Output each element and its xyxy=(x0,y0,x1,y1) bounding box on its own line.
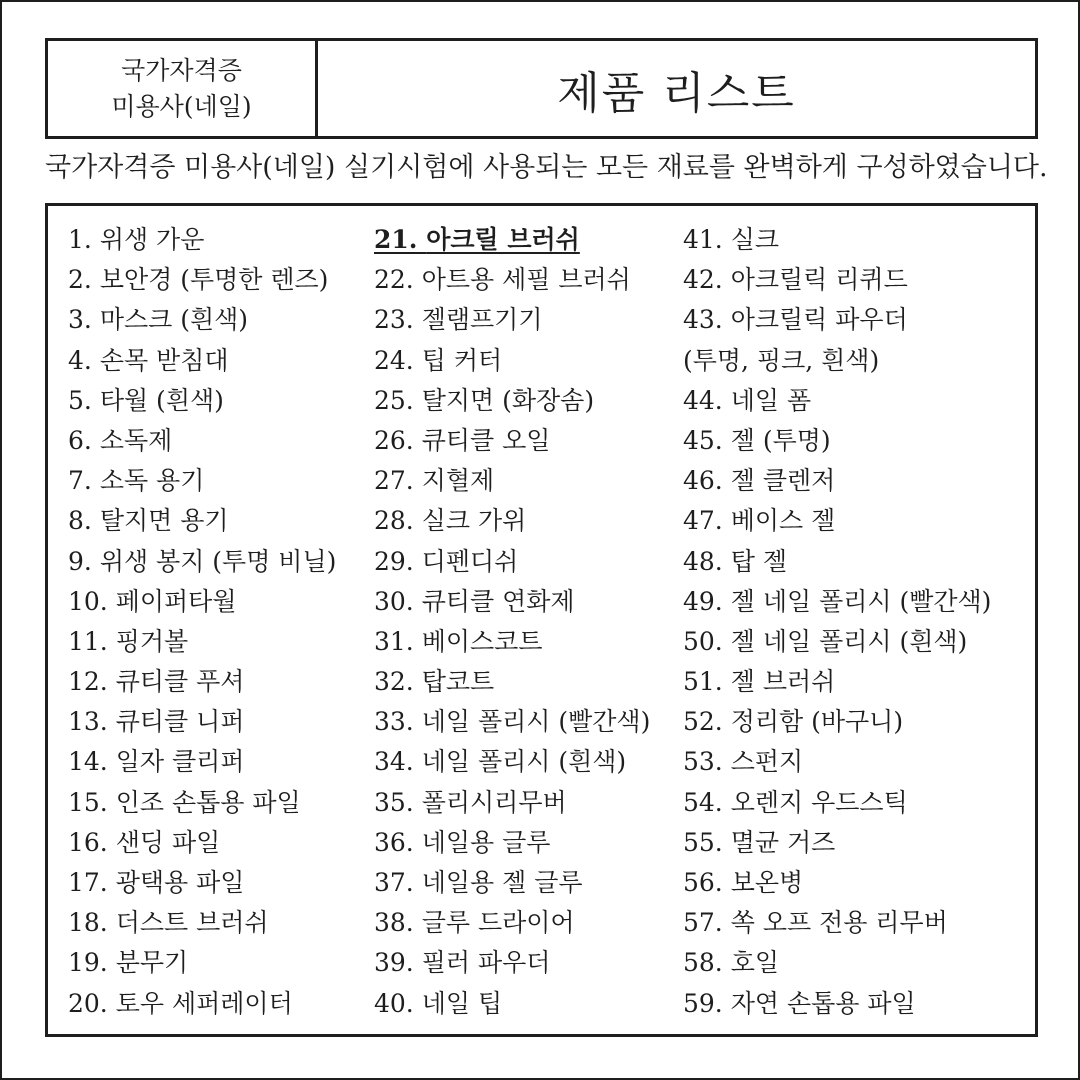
item-number: 22. xyxy=(374,265,414,295)
list-item xyxy=(374,381,650,421)
item-number: 42. xyxy=(683,265,723,295)
item-number: 52. xyxy=(683,707,723,737)
item-label: 큐티클 연화제 xyxy=(421,586,575,616)
header-box xyxy=(45,38,1038,139)
item-label: 호일 xyxy=(730,948,780,978)
list-item xyxy=(68,341,336,381)
item-number: 44. xyxy=(683,385,723,415)
item-number: 26. xyxy=(374,425,414,455)
item-number: 28. xyxy=(374,506,414,536)
item-number: 4. xyxy=(68,345,92,375)
list-item xyxy=(683,421,991,461)
item-label: 젤 브러쉬 xyxy=(730,667,836,697)
item-number: 34. xyxy=(374,747,414,777)
item-number: 19. xyxy=(68,948,108,978)
item-label: 팁 커터 xyxy=(421,345,503,375)
list-item xyxy=(68,984,336,1024)
item-label: 탑코트 xyxy=(421,667,495,697)
list-item xyxy=(374,542,650,582)
list-item xyxy=(683,903,991,943)
item-number: 25. xyxy=(374,385,414,415)
list-item xyxy=(374,501,650,541)
item-label: 자연 손톱용 파일 xyxy=(730,988,916,1018)
list-item xyxy=(683,381,991,421)
item-label: 큐티클 오일 xyxy=(421,425,551,455)
item-number: 40. xyxy=(374,988,414,1018)
item-number: 17. xyxy=(68,868,108,897)
item-number: 33. xyxy=(374,707,414,737)
list-item xyxy=(374,702,650,742)
item-number: 47. xyxy=(683,506,723,536)
list-item xyxy=(683,662,991,702)
item-number: 45. xyxy=(683,425,723,455)
item-number: 39. xyxy=(374,948,414,978)
item-number: 49. xyxy=(683,586,723,616)
item-label: 인조 손톱용 파일 xyxy=(115,787,301,817)
list-item xyxy=(683,984,991,1024)
list-item xyxy=(68,823,336,863)
list-item xyxy=(374,260,650,300)
item-number: 50. xyxy=(683,626,723,656)
item-label: 타월 (흰색) xyxy=(99,385,224,415)
product-list-box xyxy=(45,203,1038,1037)
list-item xyxy=(68,622,336,662)
list-item xyxy=(68,501,336,541)
list-item xyxy=(683,300,991,340)
item-number: 1. xyxy=(68,225,92,254)
product-column-2 xyxy=(374,220,650,1024)
list-item xyxy=(68,260,336,300)
list-item xyxy=(374,421,650,461)
list-item xyxy=(683,783,991,823)
list-item xyxy=(374,461,650,501)
item-label: 아크릴 브러쉬 xyxy=(426,225,580,254)
item-number: 38. xyxy=(374,908,414,938)
item-label: 샌딩 파일 xyxy=(115,827,221,857)
item-label: 오렌지 우드스틱 xyxy=(730,787,908,817)
list-item xyxy=(683,501,991,541)
item-number: 13. xyxy=(68,707,108,737)
list-item xyxy=(683,823,991,863)
item-number: 24. xyxy=(374,345,414,375)
item-number: 48. xyxy=(683,546,723,576)
list-item xyxy=(374,903,650,943)
item-number: 31. xyxy=(374,626,414,656)
item-label: 젤 클렌저 xyxy=(730,466,836,496)
item-label: 정리함 (바구니) xyxy=(730,707,904,737)
item-label: 글루 드라이어 xyxy=(421,908,575,938)
item-number: 55. xyxy=(683,827,723,857)
list-item xyxy=(374,341,650,381)
item-label: 큐티클 니퍼 xyxy=(115,707,245,737)
item-number: 14. xyxy=(68,747,108,777)
item-label: 젤 네일 폴리시 (흰색) xyxy=(730,626,968,656)
item-number: 23. xyxy=(374,305,414,335)
item-label: 젤 네일 폴리시 (빨간색) xyxy=(730,586,992,616)
list-item xyxy=(374,742,650,782)
list-item xyxy=(68,582,336,622)
cert-line-1: 국가자격증 xyxy=(121,55,242,85)
item-label: 네일 팁 xyxy=(421,988,503,1018)
item-label: 위생 봉지 (투명 비닐) xyxy=(99,546,337,576)
item-label: 아크릴릭 파우더 xyxy=(730,305,908,335)
item-number: 30. xyxy=(374,586,414,616)
item-number: 7. xyxy=(68,466,92,496)
item-number: 46. xyxy=(683,466,723,496)
list-item xyxy=(68,220,336,260)
item-number: 10. xyxy=(68,586,108,616)
item-label: 멸균 거즈 xyxy=(730,827,836,857)
item-label: 핑거볼 xyxy=(115,626,189,656)
list-item xyxy=(374,943,650,983)
item-number: 16. xyxy=(68,827,108,857)
list-item xyxy=(683,742,991,782)
item-label: 보온병 xyxy=(730,868,804,897)
item-label: 네일용 글루 xyxy=(421,827,551,857)
item-number: 54. xyxy=(683,787,723,817)
page-title: 제품 리스트 xyxy=(557,67,796,119)
item-number: 8. xyxy=(68,506,92,536)
item-label: 베이스코트 xyxy=(421,626,543,656)
list-item xyxy=(374,622,650,662)
list-item xyxy=(374,783,650,823)
item-label: (투명, 핑크, 흰색) xyxy=(683,345,880,375)
list-item xyxy=(374,984,650,1024)
list-item xyxy=(68,943,336,983)
list-item xyxy=(683,863,991,903)
item-label: 디펜디쉬 xyxy=(421,546,519,576)
item-number: 53. xyxy=(683,747,723,777)
list-item xyxy=(68,421,336,461)
item-label: 네일용 젤 글루 xyxy=(421,868,583,897)
list-item xyxy=(68,903,336,943)
item-label: 소독 용기 xyxy=(99,466,205,496)
list-item xyxy=(68,702,336,742)
list-item xyxy=(374,582,650,622)
item-label: 토우 세퍼레이터 xyxy=(115,988,293,1018)
list-item xyxy=(374,863,650,903)
item-label: 아트용 세필 브러쉬 xyxy=(421,265,631,295)
item-label: 폴리시리무버 xyxy=(421,787,567,817)
item-number: 37. xyxy=(374,868,414,897)
item-number: 59. xyxy=(683,988,723,1018)
item-label: 실크 가위 xyxy=(421,506,527,536)
item-label: 지혈제 xyxy=(421,466,495,496)
list-item xyxy=(683,542,991,582)
list-item xyxy=(68,783,336,823)
item-number: 12. xyxy=(68,667,108,697)
list-item xyxy=(683,943,991,983)
item-number: 11. xyxy=(68,626,108,656)
item-number: 35. xyxy=(374,787,414,817)
item-label: 실크 xyxy=(730,225,780,254)
list-item xyxy=(683,461,991,501)
item-label: 젤램프기기 xyxy=(421,305,543,335)
item-number: 15. xyxy=(68,787,108,817)
item-label: 손목 받침대 xyxy=(99,345,229,375)
list-item xyxy=(683,702,991,742)
item-number: 56. xyxy=(683,868,723,897)
item-number: 5. xyxy=(68,385,92,415)
list-item xyxy=(683,260,991,300)
item-number: 36. xyxy=(374,827,414,857)
list-item xyxy=(374,823,650,863)
item-label: 일자 클리퍼 xyxy=(115,747,245,777)
item-number: 57. xyxy=(683,908,723,938)
list-item xyxy=(683,220,991,260)
list-item xyxy=(68,300,336,340)
item-label: 탈지면 용기 xyxy=(99,506,229,536)
item-number: 2. xyxy=(68,265,92,295)
item-number: 41. xyxy=(683,225,723,254)
item-label: 위생 가운 xyxy=(99,225,205,254)
item-label: 분무기 xyxy=(115,948,189,978)
certification-label xyxy=(48,41,318,136)
item-label: 광택용 파일 xyxy=(115,868,245,897)
item-label: 네일 폴리시 (빨간색) xyxy=(421,707,651,737)
item-number: 9. xyxy=(68,546,92,576)
item-label: 베이스 젤 xyxy=(730,506,836,536)
item-label: 탈지면 (화장솜) xyxy=(421,385,595,415)
list-item xyxy=(374,220,650,260)
list-item xyxy=(68,662,336,702)
item-label: 네일 폴리시 (흰색) xyxy=(421,747,627,777)
list-item xyxy=(68,863,336,903)
item-label: 스펀지 xyxy=(730,747,804,777)
item-number: 21. xyxy=(374,225,418,254)
item-label: 아크릴릭 리퀴드 xyxy=(730,265,908,295)
item-number: 6. xyxy=(68,425,92,455)
page-subtitle: 국가자격증 미용사(네일) 실기시험에 사용되는 모든 재료를 완벽하게 구성하였습니다. xyxy=(45,152,1048,183)
item-label: 젤 (투명) xyxy=(730,425,831,455)
product-column-3 xyxy=(683,220,991,1024)
list-item xyxy=(68,542,336,582)
list-item xyxy=(68,742,336,782)
item-label: 마스크 (흰색) xyxy=(99,305,249,335)
item-label: 큐티클 푸셔 xyxy=(115,667,245,697)
item-number: 43. xyxy=(683,305,723,335)
list-item xyxy=(683,582,991,622)
item-number: 18. xyxy=(68,908,108,938)
list-item xyxy=(683,622,991,662)
cert-line-2: 미용사(네일) xyxy=(111,91,252,121)
list-item xyxy=(68,381,336,421)
item-number: 51. xyxy=(683,667,723,697)
item-label: 필러 파우더 xyxy=(421,948,551,978)
item-label: 페이퍼타월 xyxy=(115,586,237,616)
item-number: 32. xyxy=(374,667,414,697)
list-item xyxy=(374,662,650,702)
item-number: 29. xyxy=(374,546,414,576)
product-column-1 xyxy=(68,220,336,1024)
item-label: 쏙 오프 전용 리무버 xyxy=(730,908,948,938)
item-number: 20. xyxy=(68,988,108,1018)
list-item xyxy=(374,300,650,340)
item-label: 보안경 (투명한 렌즈) xyxy=(99,265,329,295)
list-item xyxy=(683,341,991,381)
list-item xyxy=(68,461,336,501)
item-label: 소독제 xyxy=(99,425,173,455)
item-number: 27. xyxy=(374,466,414,496)
item-label: 더스트 브러쉬 xyxy=(115,908,269,938)
item-label: 탑 젤 xyxy=(730,546,787,576)
item-number: 3. xyxy=(68,305,92,335)
item-label: 네일 폼 xyxy=(730,385,812,415)
item-number: 58. xyxy=(683,948,723,978)
